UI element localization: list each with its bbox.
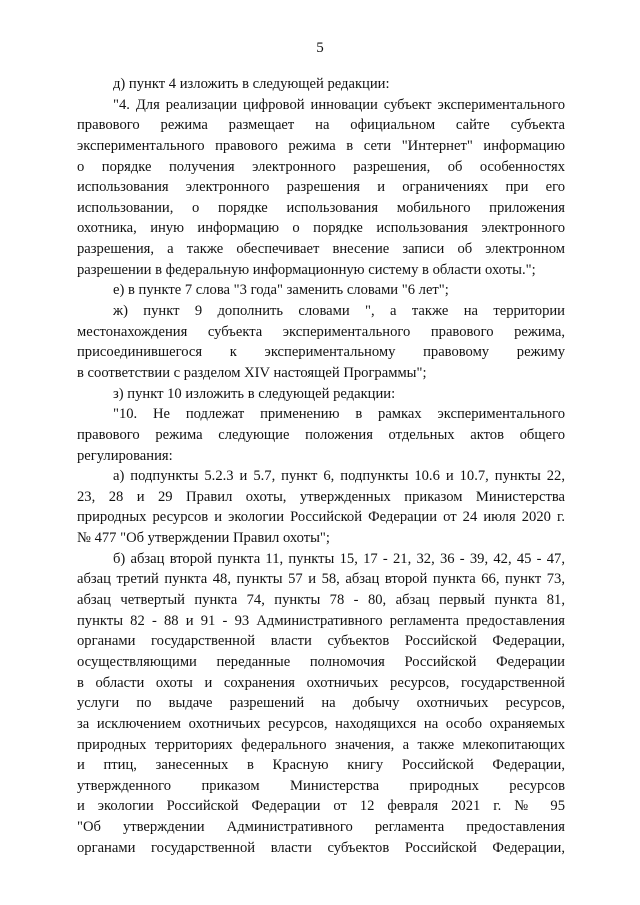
text-line: природных ресурсов и экологии Российской Федерации от 24 июля 2020 г. xyxy=(77,509,565,526)
text-line: пункты 82 - 88 и 91 - 93 Административного регламента предоставления xyxy=(77,612,565,629)
text-line: природных территориях федерального значения, а также млекопитающих xyxy=(77,736,565,753)
page-number: 5 xyxy=(316,40,324,56)
text-line: № 477 "Об утверждении Правил охоты"; xyxy=(77,530,330,547)
text-line: а) подпункты 5.2.3 и 5.7, пункт 6, подпункты 10.6 и 10.7, пункты 22, xyxy=(113,468,565,485)
text-line: органами государственной власти субъектов Российской Федерации, xyxy=(77,839,565,856)
text-line: правового режима следующие положения отдельных актов общего xyxy=(77,426,565,443)
text-line: разрешения, а также обеспечивает внесение записи об электронном xyxy=(77,241,565,258)
text-line: местонахождения субъекта экспериментального правового режима, xyxy=(77,323,565,340)
text-line: органами государственной власти субъектов Российской Федерации, xyxy=(77,633,565,650)
text-line: е) в пункте 7 слова "3 года" заменить словами "6 лет"; xyxy=(113,282,449,299)
text-line: присоединившегося к экспериментальному правовому режиму xyxy=(77,344,565,361)
text-line: "4. Для реализации цифровой инновации субъект экспериментального xyxy=(113,96,565,113)
text-line: осуществляющими переданные полномочия Российской Федерации xyxy=(77,653,565,670)
text-line: регулирования: xyxy=(77,447,173,464)
text-line: использования электронного разрешения и ограничениях при его xyxy=(77,179,565,196)
text-line: "Об утверждении Административного регламента предоставления xyxy=(77,819,565,836)
text-line: услуги по выдаче разрешений на добычу охотничьих ресурсов, xyxy=(77,695,565,712)
text-line: б) абзац второй пункта 11, пункты 15, 17 - 21, 32, 36 - 39, 42, 45 - 47, xyxy=(113,550,565,567)
text-line: за исключением охотничьих ресурсов, находящихся на особо охраняемых xyxy=(77,715,565,732)
text-line: "10. Не подлежат применению в рамках экспериментального xyxy=(113,406,565,423)
text-line: абзац четвертый пункта 74, пункты 78 - 80, абзац первый пункта 81, xyxy=(77,592,565,609)
text-line: з) пункт 10 изложить в следующей редакции: xyxy=(113,385,396,402)
text-line: 23, 28 и 29 Правил охоты, утвержденных приказом Министерства xyxy=(77,488,565,505)
text-line: использовании, о порядке использования мобильного приложения xyxy=(77,199,565,216)
text-line: правового режима размещает на официальном сайте субъекта xyxy=(77,117,565,134)
text-line: утвержденного приказом Министерства природных ресурсов xyxy=(77,777,565,794)
text-line: экспериментального правового режима в сети "Интернет" информацию xyxy=(77,137,565,154)
text-line: и экологии Российской Федерации от 12 февраля 2021 г. № 95 xyxy=(77,798,565,815)
document-body xyxy=(77,74,565,858)
text-line: разрешении в федеральную информационную систему в области охоты."; xyxy=(77,261,536,278)
text-line: д) пункт 4 изложить в следующей редакции: xyxy=(113,76,390,92)
text-line: и птиц, занесенных в Красную книгу Российской Федерации, xyxy=(77,757,565,774)
text-line: ж) пункт 9 дополнить словами ", а также на территории xyxy=(113,303,565,320)
text-line: о порядке получения электронного разрешения, об особенностях xyxy=(77,158,565,175)
text-line: охотника, иную информацию о порядке использования электронного xyxy=(77,220,565,237)
text-line: в соответствии с разделом XIV настоящей Программы"; xyxy=(77,364,427,381)
text-line: в области охоты и сохранения охотничьих ресурсов, государственной xyxy=(77,674,565,691)
text-line: абзац третий пункта 48, пункты 57 и 58, абзац второй пункта 66, пункт 73, xyxy=(77,571,565,588)
